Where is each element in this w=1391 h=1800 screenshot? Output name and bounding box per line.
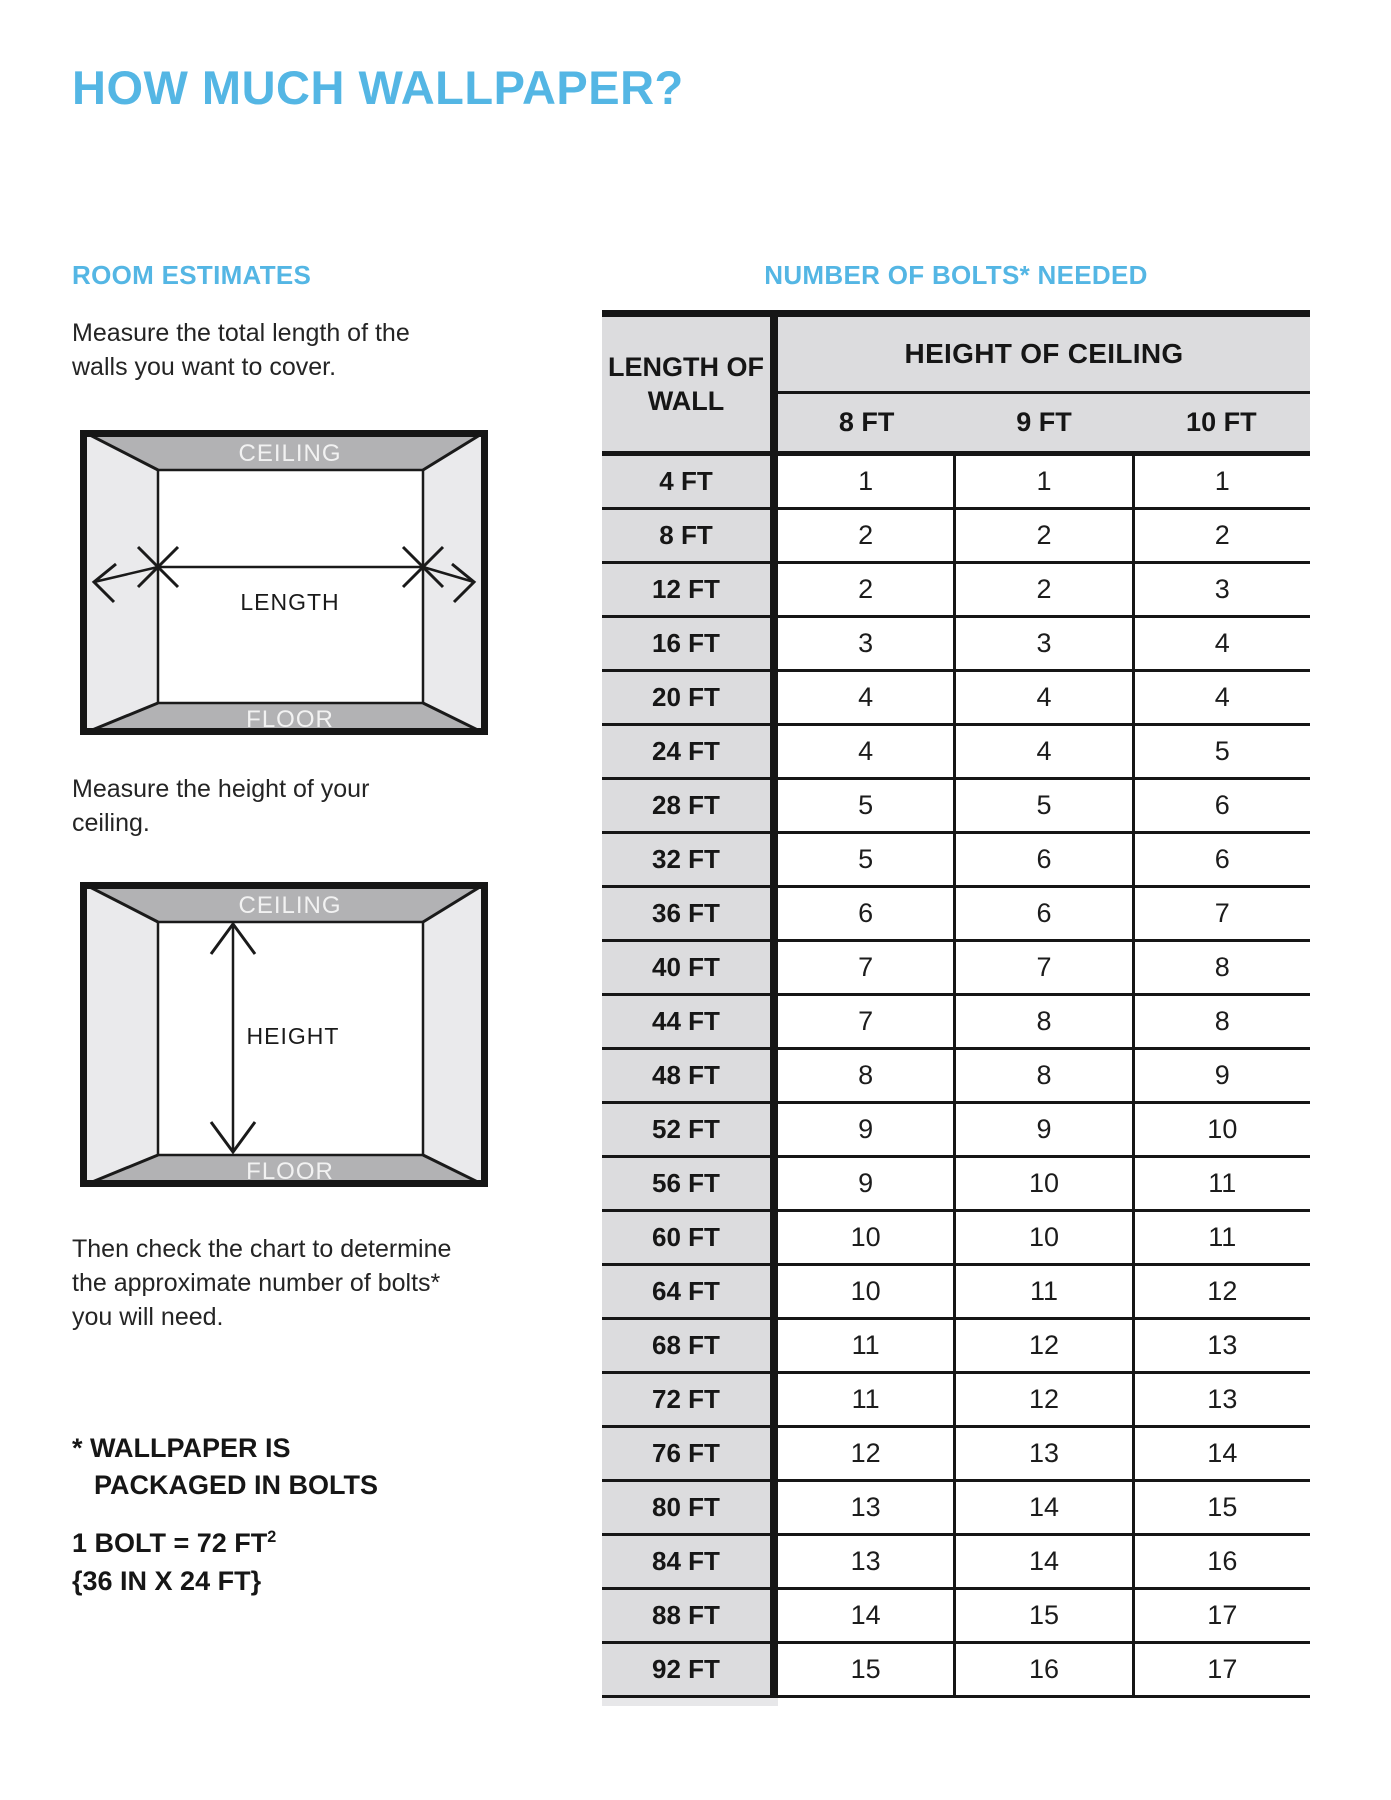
wall-length-cell: 84 FT — [602, 1536, 778, 1587]
bolt-count-cell: 2 — [1132, 510, 1310, 561]
bolt-count-cell: 4 — [778, 726, 953, 777]
room-height-diagram — [80, 882, 488, 1187]
ceiling-label: CEILING — [238, 892, 342, 919]
bolt-count-cell: 10 — [778, 1266, 953, 1317]
bolt-count-cell: 2 — [778, 510, 953, 561]
bolt-count-cell: 12 — [953, 1320, 1131, 1371]
table-row — [602, 456, 1310, 510]
wall-length-cell: 80 FT — [602, 1482, 778, 1533]
bolt-count-cell: 11 — [1132, 1212, 1310, 1263]
wall-length-cell: 52 FT — [602, 1104, 778, 1155]
bolts-table-body — [602, 456, 1310, 1698]
footnote-line2: PACKAGED IN BOLTS — [94, 1470, 379, 1500]
ceiling-label: CEILING — [238, 440, 342, 467]
bolt-count-cell: 9 — [778, 1104, 953, 1155]
right-wall-surface — [423, 882, 488, 1187]
wall-length-cell: 40 FT — [602, 942, 778, 993]
wall-length-cell: 72 FT — [602, 1374, 778, 1425]
bolt-count-cell: 2 — [778, 564, 953, 615]
wall-length-cell: 4 FT — [602, 456, 778, 507]
table-row — [602, 510, 1310, 564]
col-header-10ft: 10 FT — [1186, 407, 1257, 437]
table-row — [602, 1590, 1310, 1644]
table-row — [602, 1212, 1310, 1266]
table-row — [602, 996, 1310, 1050]
bolt-count-cell: 8 — [953, 1050, 1131, 1101]
bolt-count-cell: 11 — [953, 1266, 1131, 1317]
bolt-count-cell: 4 — [953, 672, 1131, 723]
bolt-count-cell: 7 — [953, 942, 1131, 993]
table-row — [602, 1320, 1310, 1374]
bolt-count-cell: 8 — [953, 996, 1131, 1047]
bolt-count-cell: 4 — [778, 672, 953, 723]
squared-exponent: 2 — [267, 1528, 277, 1546]
table-row — [602, 1158, 1310, 1212]
bolt-count-cell: 13 — [778, 1536, 953, 1587]
table-row — [602, 1644, 1310, 1698]
bolt-count-cell: 15 — [778, 1644, 953, 1695]
bolts-table-heading: NUMBER OF BOLTS* NEEDED — [764, 260, 1148, 290]
bolt-count-cell: 14 — [953, 1482, 1131, 1533]
wall-length-cell: 16 FT — [602, 618, 778, 669]
page-title: HOW MUCH WALLPAPER? — [72, 61, 684, 114]
bolt-count-cell: 15 — [1132, 1482, 1310, 1533]
bolt-count-cell: 14 — [1132, 1428, 1310, 1479]
bolt-dimensions: {36 IN X 24 FT} — [72, 1566, 262, 1596]
bolt-count-cell: 7 — [778, 942, 953, 993]
bolt-count-cell: 3 — [1132, 564, 1310, 615]
bolt-count-cell: 3 — [778, 618, 953, 669]
ceiling-height-header-group — [778, 317, 1310, 451]
col-header-8ft: 8 FT — [838, 407, 895, 437]
footnote-line1: * WALLPAPER IS — [72, 1433, 291, 1463]
bolt-count-cell: 5 — [953, 780, 1131, 831]
table-row — [602, 1536, 1310, 1590]
floor-label: FLOOR — [246, 1158, 334, 1185]
bolt-count-cell: 6 — [953, 888, 1131, 939]
bolt-count-cell: 16 — [1132, 1536, 1310, 1587]
bolt-count-cell: 1 — [778, 456, 953, 507]
bolt-count-cell: 10 — [953, 1212, 1131, 1263]
bolt-count-cell: 12 — [953, 1374, 1131, 1425]
bolt-count-cell: 11 — [778, 1320, 953, 1371]
wall-length-cell: 28 FT — [602, 780, 778, 831]
length-measure-label: LENGTH — [240, 589, 340, 615]
instruction-measure-length: Measure the total length of the walls you want to cover. — [72, 319, 410, 381]
bolt-count-cell: 8 — [1132, 942, 1310, 993]
bolt-count-cell: 13 — [1132, 1374, 1310, 1425]
bolt-count-cell: 8 — [778, 1050, 953, 1101]
wall-length-cell: 36 FT — [602, 888, 778, 939]
bolt-count-cell: 15 — [953, 1590, 1131, 1641]
table-row — [602, 1482, 1310, 1536]
bolt-count-cell: 10 — [953, 1158, 1131, 1209]
room-estimates-heading: ROOM ESTIMATES — [72, 260, 312, 290]
bolt-count-cell: 3 — [953, 618, 1131, 669]
table-header — [602, 317, 1310, 456]
bolt-count-cell: 4 — [953, 726, 1131, 777]
bolt-count-cell: 7 — [1132, 888, 1310, 939]
bolt-count-cell: 4 — [1132, 672, 1310, 723]
wall-length-cell: 56 FT — [602, 1158, 778, 1209]
bolt-count-cell: 13 — [953, 1428, 1131, 1479]
instruction-check-chart: Then check the chart to determine the approximate number of bolts* you will need. — [72, 1235, 452, 1331]
bolt-count-cell: 1 — [953, 456, 1131, 507]
bolt-count-cell: 5 — [778, 780, 953, 831]
bolt-count-cell: 10 — [1132, 1104, 1310, 1155]
wall-length-cell: 12 FT — [602, 564, 778, 615]
bolts-footnote — [72, 1430, 378, 1504]
wall-length-cell: 32 FT — [602, 834, 778, 885]
bolt-count-cell: 10 — [778, 1212, 953, 1263]
bolt-count-cell: 11 — [1132, 1158, 1310, 1209]
bolt-count-cell: 12 — [1132, 1266, 1310, 1317]
bolt-count-cell: 2 — [953, 564, 1131, 615]
table-row — [602, 1374, 1310, 1428]
instruction-measure-height: Measure the height of your ceiling. — [72, 775, 370, 837]
right-wall-surface — [423, 430, 488, 735]
bolt-count-cell: 14 — [953, 1536, 1131, 1587]
bolt-size-info — [72, 1518, 276, 1600]
height-measure-label: HEIGHT — [246, 1023, 340, 1049]
bolt-count-cell: 1 — [1132, 456, 1310, 507]
bolt-count-cell: 13 — [1132, 1320, 1310, 1371]
left-wall-surface — [80, 882, 158, 1187]
table-row — [602, 1266, 1310, 1320]
left-wall-surface — [80, 430, 158, 735]
table-footer-strip — [602, 1698, 778, 1706]
wall-length-cell: 20 FT — [602, 672, 778, 723]
bolt-count-cell: 7 — [778, 996, 953, 1047]
col-header-9ft: 9 FT — [1016, 407, 1072, 437]
wall-length-cell: 44 FT — [602, 996, 778, 1047]
bolt-count-cell: 6 — [778, 888, 953, 939]
table-row — [602, 564, 1310, 618]
bolt-count-cell: 14 — [778, 1590, 953, 1641]
wall-length-cell: 8 FT — [602, 510, 778, 561]
bolts-table — [602, 310, 1310, 1706]
bolt-count-cell: 17 — [1132, 1590, 1310, 1641]
length-of-wall-header: LENGTH OF WALL — [602, 317, 778, 451]
wall-length-cell: 48 FT — [602, 1050, 778, 1101]
back-wall-surface — [158, 470, 423, 703]
bolt-count-cell: 6 — [953, 834, 1131, 885]
table-row — [602, 942, 1310, 996]
bolt-count-cell: 16 — [953, 1644, 1131, 1695]
wall-length-cell: 76 FT — [602, 1428, 778, 1479]
room-length-diagram — [80, 430, 488, 735]
table-row — [602, 1104, 1310, 1158]
bolt-count-cell: 4 — [1132, 618, 1310, 669]
table-row — [602, 618, 1310, 672]
bolt-count-cell: 13 — [778, 1482, 953, 1533]
wall-length-cell: 88 FT — [602, 1590, 778, 1641]
table-row — [602, 1050, 1310, 1104]
table-row — [602, 888, 1310, 942]
wall-length-cell: 92 FT — [602, 1644, 778, 1695]
bolt-count-cell: 5 — [778, 834, 953, 885]
wall-length-cell: 60 FT — [602, 1212, 778, 1263]
bolt-count-cell: 11 — [778, 1374, 953, 1425]
bolt-count-cell: 17 — [1132, 1644, 1310, 1695]
wall-length-cell: 64 FT — [602, 1266, 778, 1317]
bolt-count-cell: 5 — [1132, 726, 1310, 777]
bolt-count-cell: 8 — [1132, 996, 1310, 1047]
ceiling-height-subheader-row — [778, 394, 1310, 451]
bolt-count-cell: 6 — [1132, 834, 1310, 885]
bolt-count-cell: 9 — [1132, 1050, 1310, 1101]
height-of-ceiling-header: HEIGHT OF CEILING — [778, 317, 1310, 394]
bolt-count-cell: 2 — [953, 510, 1131, 561]
wall-length-cell: 68 FT — [602, 1320, 778, 1371]
bolt-equation: 1 BOLT = 72 $FT^2$ — [72, 1528, 277, 1558]
bolt-count-cell: 9 — [778, 1158, 953, 1209]
table-row — [602, 780, 1310, 834]
table-row — [602, 672, 1310, 726]
wall-length-cell: 24 FT — [602, 726, 778, 777]
table-row — [602, 834, 1310, 888]
bolt-count-cell: 6 — [1132, 780, 1310, 831]
table-row — [602, 726, 1310, 780]
table-row — [602, 1428, 1310, 1482]
floor-label: FLOOR — [246, 706, 334, 733]
bolt-count-cell: 12 — [778, 1428, 953, 1479]
bolt-count-cell: 9 — [953, 1104, 1131, 1155]
